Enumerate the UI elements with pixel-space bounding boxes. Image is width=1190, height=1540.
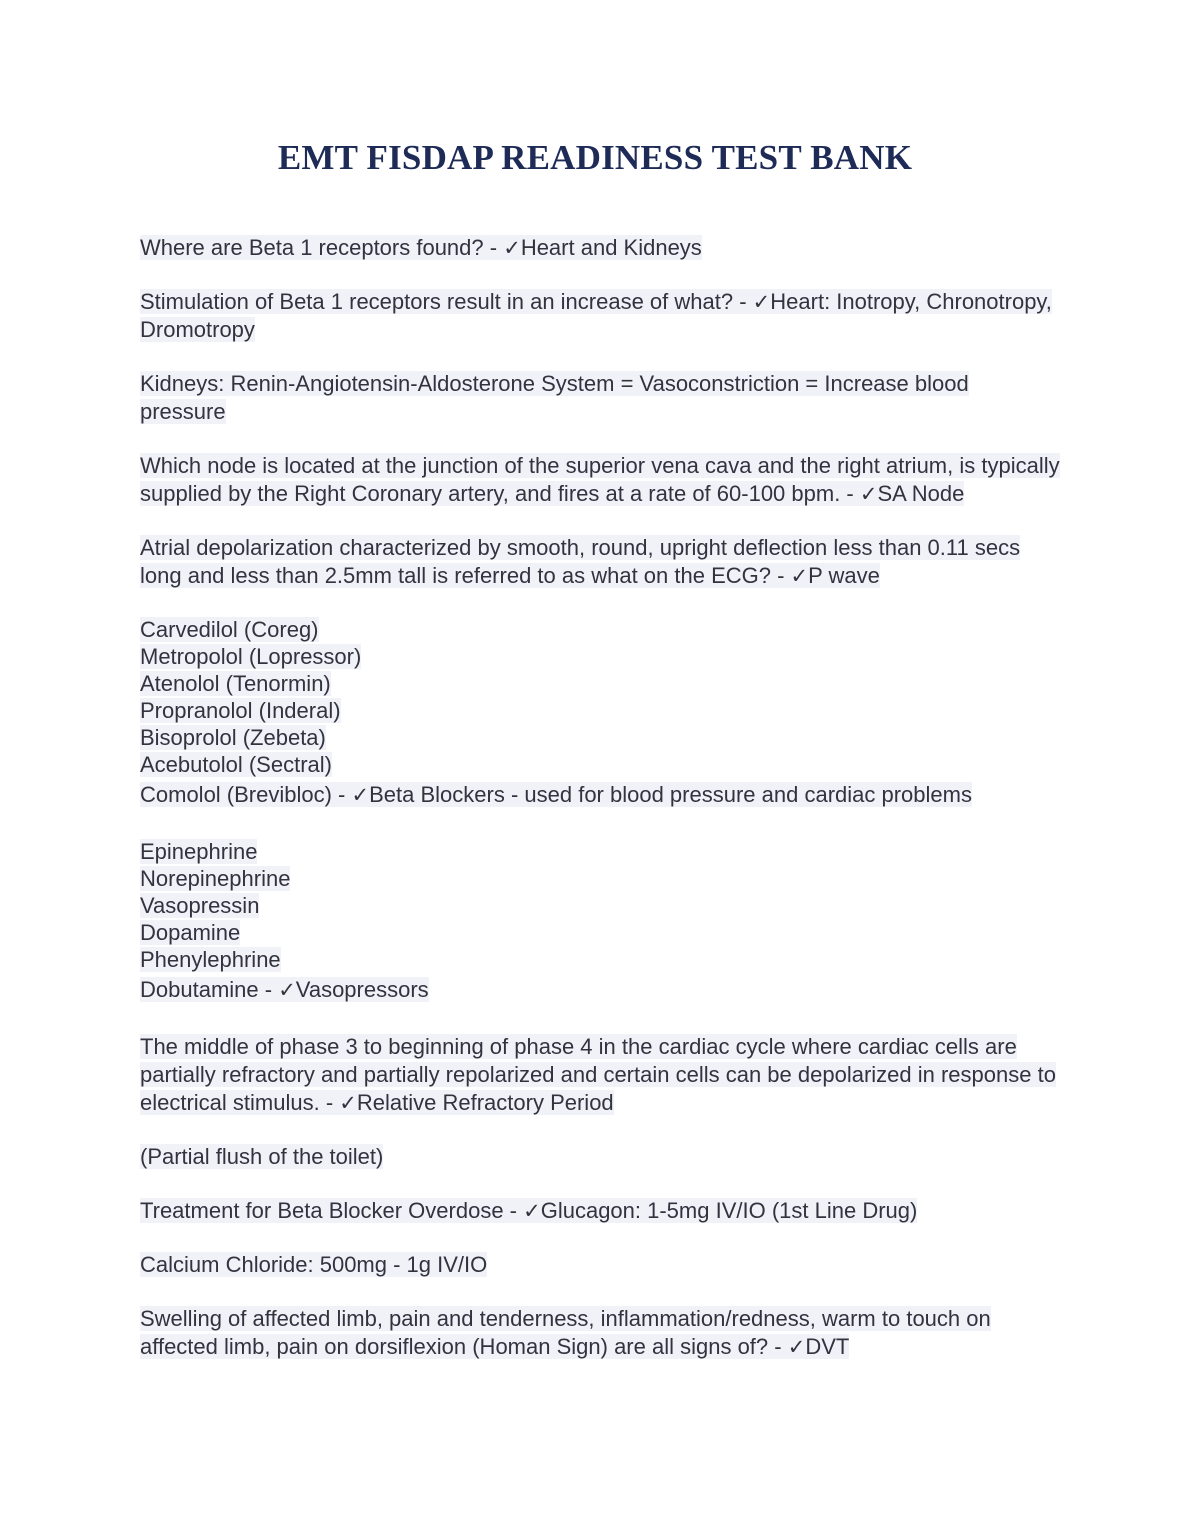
check-icon: ✓ [339, 1091, 357, 1115]
document-body [140, 234, 1060, 1387]
list-line: Dopamine [140, 920, 241, 945]
list-line: Norepinephrine [140, 866, 291, 891]
beta-blocker-list [140, 616, 1060, 812]
question-text: Where are Beta 1 receptors found? - [140, 235, 504, 260]
qa-highlight [140, 1198, 917, 1223]
text-item [140, 1251, 1060, 1279]
check-icon: ✓ [278, 978, 296, 1002]
document-title: EMT FISDAP READINESS TEST BANK [277, 138, 913, 177]
qa-item [140, 1033, 1060, 1117]
qa-highlight [140, 289, 1052, 342]
question-text: Swelling of affected limb, pain and tenderness, inflammation/redness, warm to touch on affected limb, pain on dorsiflexion (Homan Sign) are all signs of? - [140, 1306, 991, 1359]
question-text: Stimulation of Beta 1 receptors result in an increase of what? - [140, 289, 753, 314]
check-icon: ✓ [790, 564, 809, 588]
list-line: Propranolol (Inderal) [140, 698, 341, 723]
list-line: Phenylephrine [140, 947, 281, 972]
qa-item [140, 534, 1060, 590]
answer-text: SA Node [877, 481, 965, 506]
check-icon: ✓ [503, 236, 521, 260]
answer-text: Beta Blockers - used for blood pressure and cardiac problems [369, 782, 972, 807]
paragraph-text: Kidneys: Renin-Angiotensin-Aldosterone System = Vasoconstriction = Increase blood pressure [140, 371, 969, 424]
qa-item [140, 1305, 1060, 1361]
list-line: Vasopressin [140, 893, 260, 918]
answer-text: Heart and Kidneys [520, 235, 702, 260]
qa-item [140, 452, 1060, 508]
check-icon: ✓ [752, 290, 771, 314]
question-text: Dobutamine - [140, 977, 279, 1002]
list-line: Atenolol (Tenormin) [140, 671, 331, 696]
qa-highlight [140, 535, 1020, 588]
list-line: Acebutolol (Sectral) [140, 752, 332, 777]
check-icon: ✓ [523, 1199, 541, 1223]
text-item [140, 370, 1060, 426]
question-text: Comolol (Brevibloc) - [140, 782, 352, 807]
list-line: Carvedilol (Coreg) [140, 617, 319, 642]
qa-highlight [140, 1306, 991, 1359]
answer-text: Glucagon: 1-5mg IV/IO (1st Line Drug) [540, 1198, 918, 1223]
check-icon: ✓ [351, 783, 370, 807]
check-icon: ✓ [787, 1335, 806, 1359]
answer-text: Relative Refractory Period [356, 1090, 614, 1115]
answer-text: Vasopressors [295, 977, 429, 1002]
question-text: Treatment for Beta Blocker Overdose - [140, 1198, 524, 1223]
list-line-answer [140, 973, 1060, 1007]
answer-text: DVT [805, 1334, 850, 1359]
qa-item [140, 288, 1060, 344]
list-line: Metropolol (Lopressor) [140, 644, 362, 669]
list-line-answer [140, 778, 1060, 812]
check-icon: ✓ [859, 482, 878, 506]
answer-text: Heart: Inotropy, Chronotropy, Dromotropy [140, 289, 1052, 342]
qa-highlight [140, 453, 1060, 506]
paragraph-text: (Partial flush of the toilet) [140, 1144, 384, 1169]
question-text: Atrial depolarization characterized by smooth, round, upright deflection less than 0.11 secs long and less than 2.5mm tall is referred to as what on the ECG? - [140, 535, 1021, 588]
qa-item [140, 234, 1060, 262]
qa-highlight [140, 1034, 1056, 1115]
paragraph-text: Calcium Chloride: 500mg - 1g IV/IO [140, 1252, 488, 1277]
answer-text: P wave [808, 563, 880, 588]
qa-item [140, 1197, 1060, 1225]
qa-highlight [140, 235, 702, 260]
text-item [140, 1143, 1060, 1171]
list-line: Epinephrine [140, 839, 258, 864]
question-text: The middle of phase 3 to beginning of phase 4 in the cardiac cycle where cardiac cells are partially refractory and partially repolarized and certain cells can be depolarized in response to electrical stimulus. - [140, 1034, 1056, 1115]
vasopressor-list [140, 838, 1060, 1007]
question-text: Which node is located at the junction of the superior vena cava and the right atrium, is typically supplied by the Right Coronary artery, and fires at a rate of 60-100 bpm. - [140, 453, 1060, 506]
list-line: Bisoprolol (Zebeta) [140, 725, 326, 750]
